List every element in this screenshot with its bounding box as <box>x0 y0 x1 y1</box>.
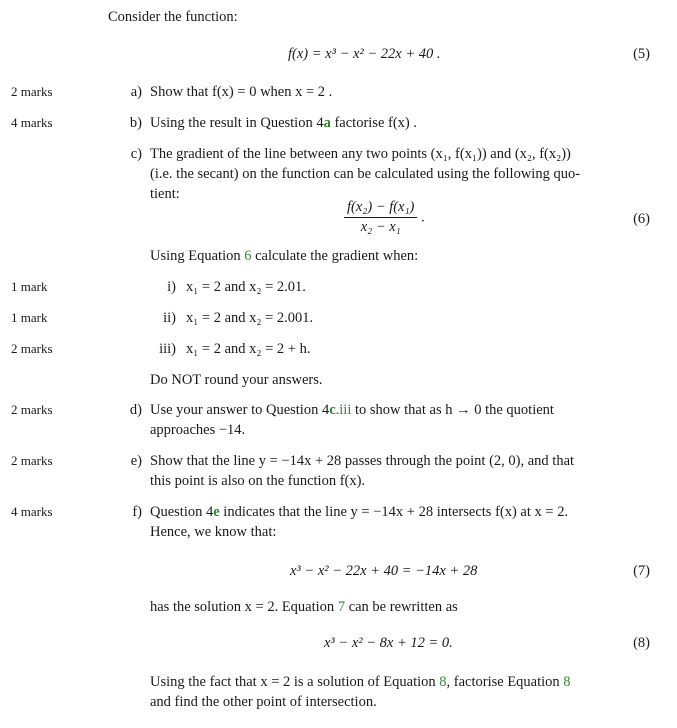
part-c-using-pre: Using Equation <box>150 248 245 264</box>
part-b-label: b) <box>129 115 142 131</box>
part-f-has-post: can be rewritten as <box>345 599 458 615</box>
equation-7-ref-link[interactable]: 7 <box>337 599 346 615</box>
part-f-final-pre: Using the fact that x = 2 is a solution of Equation <box>150 674 440 690</box>
subpart-i-label: i) <box>167 279 176 295</box>
equation-6-ref-link[interactable]: 6 <box>244 248 252 264</box>
equation-6: $\frac{\text{f(x₂) − f(x₁)}}{\text{x₂ − x₁}}$ . <box>344 198 425 237</box>
equation-6-fraction <box>344 198 417 237</box>
part-b-marks: 4 marks <box>11 115 53 130</box>
equation-8-ref-link-1[interactable]: 8 <box>439 674 447 690</box>
part-f-ref-e-link[interactable]: e <box>213 504 220 520</box>
part-d-text-post: to show that as h → 0 the quotient <box>351 402 554 418</box>
subpart-i-text: x₁ = 2 and x₂ = 2.01. <box>186 279 306 295</box>
subpart-ii-text: x₁ = 2 and x₂ = 2.001. <box>186 310 314 326</box>
equation-6-numerator: f(x₂) − f(x₁) <box>344 198 417 218</box>
part-f-has-pre: has the solution x = 2. Equation <box>150 599 338 615</box>
subpart-iii-marks: 2 marks <box>11 341 53 356</box>
equation-7-number: (7) <box>633 563 650 579</box>
part-d-line2: approaches −14. <box>150 422 246 438</box>
equation-6-number: (6) <box>633 211 650 227</box>
equation-5-number: (5) <box>633 46 650 62</box>
part-f-label: f) <box>132 504 142 520</box>
part-c-line1: The gradient of the line between any two points (x₁, f(x₁)) and (x₂, f(x₂)) <box>150 146 571 162</box>
part-f-text-post: indicates that the line y = −14x + 28 intersects f(x) at x = 2. <box>219 504 569 520</box>
subpart-iii-label: iii) <box>159 341 176 357</box>
equation-7: x³ − x² − 22x + 40 = −14x + 28 <box>290 563 478 579</box>
subpart-ii-label: ii) <box>163 310 176 326</box>
subpart-ii-marks: 1 mark <box>11 310 48 325</box>
equation-8-number: (8) <box>633 635 650 651</box>
part-c-using-post: calculate the gradient when: <box>251 248 419 264</box>
part-f-marks: 4 marks <box>11 504 53 519</box>
part-e-label: e) <box>130 453 142 469</box>
part-e-line1: Show that the line y = −14x + 28 passes through the point (2, 0), and that <box>150 453 575 469</box>
part-b-text-pre: Using the result in Question 4 <box>150 115 324 131</box>
part-b-ref-link[interactable]: a <box>323 115 331 131</box>
equation-8: x³ − x² − 8x + 12 = 0. <box>324 635 453 651</box>
part-f-final-line2: and find the other point of intersection. <box>150 694 377 710</box>
equation-6-denominator: x₂ − x₁ <box>360 219 401 235</box>
part-c-note: Do NOT round your answers. <box>150 372 323 388</box>
part-b-text <box>150 113 417 133</box>
subpart-iii-text: x₁ = 2 and x₂ = 2 + h. <box>186 341 311 357</box>
part-d-ref-c-link[interactable]: c <box>329 402 336 418</box>
part-c-label: c) <box>130 146 142 162</box>
part-e-marks: 2 marks <box>11 453 53 468</box>
intro-text: Consider the function: <box>108 9 238 25</box>
part-d-marks: 2 marks <box>11 402 53 417</box>
part-d-text-pre: Use your answer to Question 4 <box>150 402 330 418</box>
part-f-text-pre: Question 4 <box>150 504 214 520</box>
part-f-line1 <box>150 502 655 522</box>
part-a-label: a) <box>130 84 142 100</box>
part-f-final-mid: , factorise Equation <box>446 674 564 690</box>
part-c-line2: (i.e. the secant) on the function can be calculated using the following quo- <box>150 166 581 182</box>
part-d-ref-iii-link[interactable]: .iii <box>335 402 352 418</box>
part-b-text-post: factorise f(x) . <box>330 115 417 131</box>
part-f-line2: Hence, we know that: <box>150 524 277 540</box>
equation-5: f(x) = x³ − x² − 22x + 40 . <box>288 46 441 62</box>
part-a-marks: 2 marks <box>11 84 53 99</box>
part-c-line3: tient: <box>150 186 180 202</box>
equation-8-ref-link-2[interactable]: 8 <box>563 674 571 690</box>
subpart-i-marks: 1 mark <box>11 279 48 294</box>
part-d-label: d) <box>129 402 142 418</box>
part-c-using <box>150 246 418 266</box>
part-d-line1 <box>150 400 655 420</box>
part-a-text: Show that f(x) = 0 when x = 2 . <box>150 84 333 100</box>
part-e-line2: this point is also on the function f(x). <box>150 473 366 489</box>
part-f-final-line1 <box>150 672 655 692</box>
part-f-has-solution <box>150 597 655 617</box>
